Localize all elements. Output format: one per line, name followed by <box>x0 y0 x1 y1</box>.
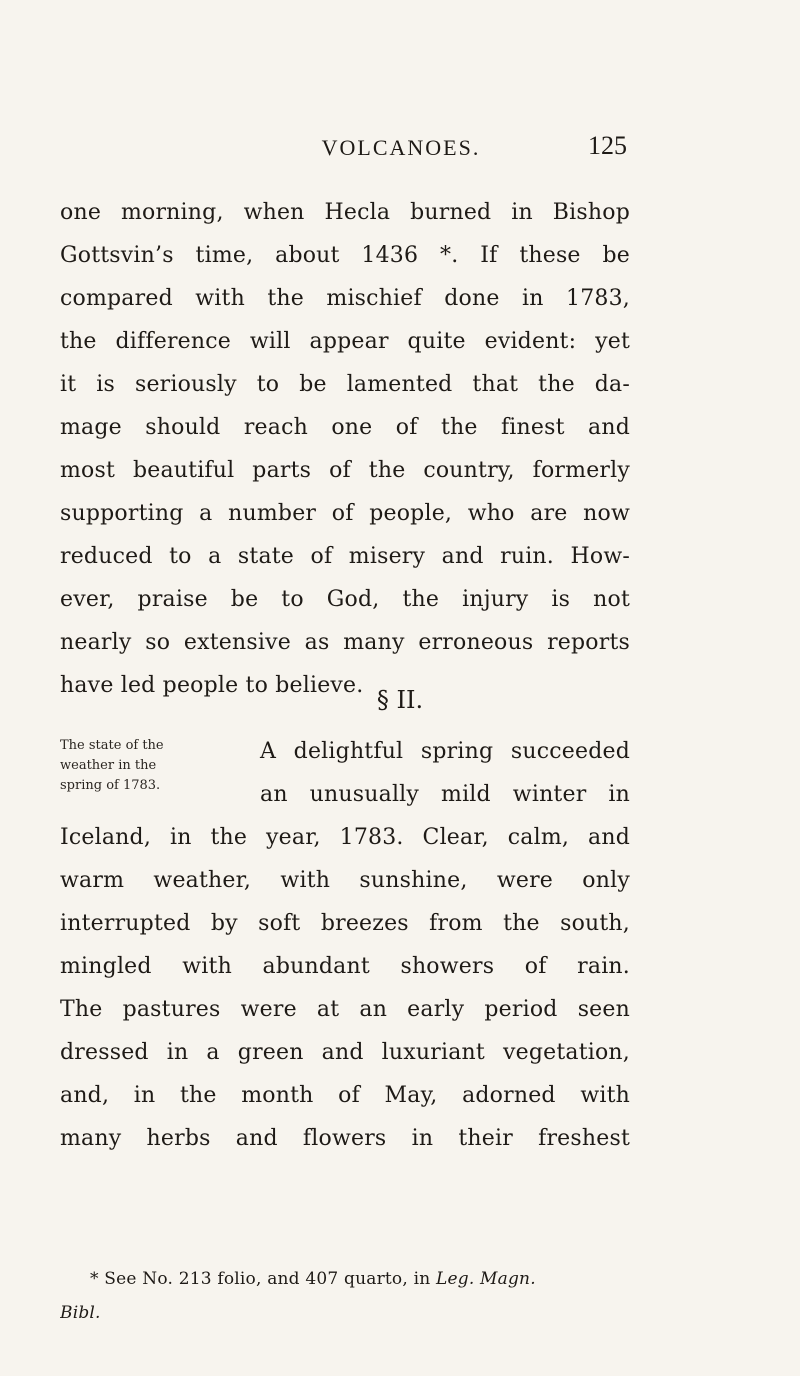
text-line: many herbs and flowers in their freshest <box>60 1126 630 1151</box>
text-line: dressed in a green and luxuriant vegetation, <box>60 1040 630 1065</box>
text-line: nearly so extensive as many erroneous reports <box>60 630 630 655</box>
footnote <box>60 1262 630 1330</box>
text-line: Gottsvin’s time, about 1436 *. If these be <box>60 243 630 268</box>
text-line: an unusually mild winter in <box>260 782 630 807</box>
margin-note-line: weather in the <box>60 758 157 773</box>
section-mark: § II. <box>376 686 424 714</box>
text-line: one morning, when Hecla burned in Bishop <box>60 200 630 225</box>
text-line: interrupted by soft breezes from the south, <box>60 911 630 936</box>
page-header <box>0 131 800 175</box>
text-line: have led people to believe. <box>60 673 364 698</box>
footnote-italic: Leg. Magn. <box>435 1269 536 1289</box>
text-line: mage should reach one of the finest and <box>60 415 630 440</box>
text-line: warm weather, with sunshine, were only <box>60 868 630 893</box>
text-line: it is seriously to be lamented that the da- <box>60 372 630 397</box>
running-title: VOLCANOES. <box>321 135 481 160</box>
paragraph-2 <box>60 730 630 1160</box>
text-line: reduced to a state of misery and ruin. How- <box>60 544 630 569</box>
footnote-line <box>60 1262 630 1296</box>
footnote-italic: Bibl. <box>60 1303 101 1323</box>
text-line: supporting a number of people, who are now <box>60 501 630 526</box>
text-line: Iceland, in the year, 1783. Clear, calm, and <box>60 825 630 850</box>
paragraph-1 <box>60 191 630 707</box>
section-heading <box>0 686 800 714</box>
margin-note-line: The state of the <box>60 738 164 753</box>
text-line: A delightful spring succeeded <box>260 739 630 764</box>
text-line: the difference will appear quite evident: yet <box>60 329 630 354</box>
text-line: ever, praise be to God, the injury is not <box>60 587 630 612</box>
footnote-line <box>60 1296 630 1330</box>
text-line: compared with the mischief done in 1783, <box>60 286 630 311</box>
text-line: and, in the month of May, adorned with <box>60 1083 630 1108</box>
text-line: mingled with abundant showers of rain. <box>60 954 630 979</box>
page-number: 125 <box>588 131 627 160</box>
text-line: The pastures were at an early period seen <box>60 997 630 1022</box>
footnote-text: * See No. 213 folio, and 407 quarto, in <box>90 1269 431 1289</box>
margin-note-line: spring of 1783. <box>60 778 161 793</box>
text-line: most beautiful parts of the country, formerly <box>60 458 630 483</box>
